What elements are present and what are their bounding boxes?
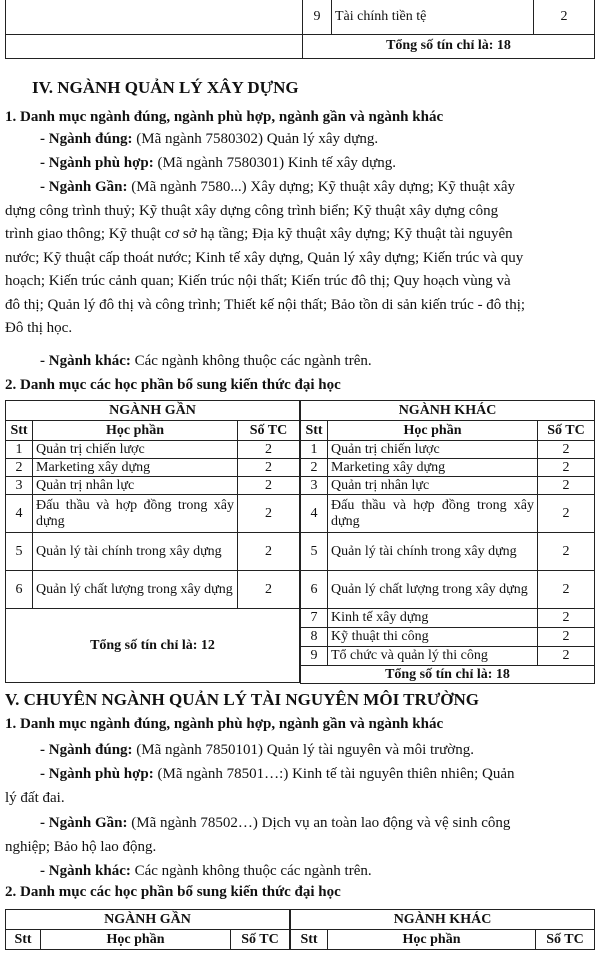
cell-name: Kỹ thuật thi công bbox=[328, 628, 538, 647]
cell-name: Quản trị nhân lực bbox=[33, 477, 238, 495]
cell-tc: 2 bbox=[238, 441, 300, 459]
cell-tc: 2 bbox=[538, 459, 595, 477]
cell-tc: 2 bbox=[538, 628, 595, 647]
text: (Mã ngành 7580301) Kinh tế xây dựng. bbox=[153, 155, 397, 171]
cell-name: Marketing xây dựng bbox=[33, 459, 238, 477]
table-row bbox=[301, 647, 595, 666]
section5-nganh-dung bbox=[40, 739, 474, 763]
section4-subheading-1: 1. Danh mục ngành đúng, ngành phù hợp, ngành gần và ngành khác bbox=[5, 109, 444, 125]
cell-stt: 8 bbox=[301, 628, 328, 647]
table-row bbox=[301, 477, 595, 495]
table-row bbox=[301, 495, 595, 533]
label: - Ngành phù hợp: bbox=[40, 155, 154, 171]
section5-table-khac bbox=[290, 909, 595, 950]
section4-nganh-phu-hop bbox=[40, 152, 396, 176]
section4-subheading-2: 2. Danh mục các học phần bổ sung kiến thức đại học bbox=[5, 377, 341, 393]
text-line: nghiệp; Bảo hộ lao động. bbox=[5, 838, 157, 855]
top-table-total: Tổng số tín chỉ là: 18 bbox=[303, 34, 595, 58]
label: - Ngành Gần: bbox=[40, 815, 128, 831]
table-row bbox=[301, 628, 595, 647]
table-row bbox=[6, 441, 300, 459]
cell-name: Quản trị chiến lược bbox=[33, 441, 238, 459]
label: - Ngành đúng: bbox=[40, 742, 133, 758]
cell-tc: 2 bbox=[238, 533, 300, 571]
cell-stt: 2 bbox=[301, 459, 328, 477]
cell-stt: 5 bbox=[301, 533, 328, 571]
section5-subheading-1: 1. Danh mục ngành đúng, ngành phù hợp, ngành gần và ngành khác bbox=[5, 716, 444, 732]
text-line: lý đất đai. bbox=[5, 789, 65, 806]
cell-stt: 9 bbox=[301, 647, 328, 666]
col-hoc-phan: Học phần bbox=[328, 421, 538, 441]
cell-tc: 2 bbox=[238, 495, 300, 533]
text: (Mã ngành 78502…) Dịch vụ an toàn lao động và vệ sinh công bbox=[127, 815, 511, 831]
table-row bbox=[6, 571, 300, 609]
cell-tc: 2 bbox=[238, 571, 300, 609]
cell-stt: 4 bbox=[301, 495, 328, 533]
section4-table-khac bbox=[300, 400, 595, 684]
cell-stt: 3 bbox=[301, 477, 328, 495]
table-row bbox=[301, 571, 595, 609]
top-table-tc: 2 bbox=[534, 0, 595, 34]
col-so-tc: Số TC bbox=[536, 930, 595, 950]
label: - Ngành phù hợp: bbox=[40, 766, 154, 782]
top-table-stt: 9 bbox=[303, 0, 332, 34]
text-line: hoạch; Kiến trúc cảnh quan; Kiến trúc nội thất; Kiến trúc đô thị; Quy hoạch vùng và bbox=[5, 273, 511, 289]
section5-table-gan bbox=[5, 909, 290, 950]
cell-tc: 2 bbox=[538, 477, 595, 495]
section5-nganh-khac bbox=[40, 860, 372, 884]
cell-tc: 2 bbox=[538, 495, 595, 533]
text: (Mã ngành 7580302) Quản lý xây dựng. bbox=[132, 131, 379, 147]
top-table-empty-cell bbox=[6, 34, 303, 58]
col-so-tc: Số TC bbox=[538, 421, 595, 441]
top-table-empty-cell bbox=[6, 0, 303, 34]
label: - Ngành đúng: bbox=[40, 131, 133, 147]
cell-tc: 2 bbox=[538, 533, 595, 571]
col-stt: Stt bbox=[6, 930, 41, 950]
text: (Mã ngành 78501…:) Kinh tế tài nguyên thiên nhiên; Quản bbox=[153, 766, 515, 782]
cell-name: Quản trị nhân lực bbox=[328, 477, 538, 495]
text-line: dựng công trình thuỷ; Kỹ thuật xây dựng công trình biển; Kỹ thuật xây dựng công bbox=[5, 202, 499, 219]
cell-tc: 2 bbox=[538, 647, 595, 666]
col-hoc-phan: Học phần bbox=[33, 421, 238, 441]
cell-name: Marketing xây dựng bbox=[328, 459, 538, 477]
cell-stt: 1 bbox=[301, 441, 328, 459]
cell-name: Quản lý tài chính trong xây dựng bbox=[33, 533, 238, 571]
table-row bbox=[301, 459, 595, 477]
cell-stt: 5 bbox=[6, 533, 33, 571]
cell-stt: 4 bbox=[6, 495, 33, 533]
col-hoc-phan: Học phần bbox=[41, 930, 231, 950]
cell-tc: 2 bbox=[538, 441, 595, 459]
col-stt: Stt bbox=[291, 930, 328, 950]
table-row bbox=[6, 477, 300, 495]
table-header-gan: NGÀNH GẦN bbox=[6, 910, 290, 930]
top-table bbox=[5, 0, 595, 59]
cell-name: Quản lý tài chính trong xây dựng bbox=[328, 533, 538, 571]
table-row bbox=[301, 609, 595, 628]
section4-nganh-gan bbox=[5, 176, 590, 341]
text-line: trình giao thông; Kỹ thuật cơ sở hạ tầng; Địa kỹ thuật xây dựng; Kỹ thuật tài nguyên bbox=[5, 226, 513, 242]
col-stt: Stt bbox=[301, 421, 328, 441]
section5-title: V. CHUYÊN NGÀNH QUẢN LÝ TÀI NGUYÊN MÔI TRƯỜNG bbox=[5, 690, 479, 709]
text-line: nước; Kỹ thuật cấp thoát nước; Kinh tế xây dựng, Quản lý xây dựng; Kiến trúc và quy bbox=[5, 249, 524, 266]
section5-nganh-phu-hop bbox=[5, 763, 590, 810]
col-hoc-phan: Học phần bbox=[328, 930, 536, 950]
table-header-khac: NGÀNH KHÁC bbox=[291, 910, 595, 930]
table-row bbox=[301, 441, 595, 459]
table-header-gan: NGÀNH GẦN bbox=[6, 401, 300, 421]
cell-name: Quản lý chất lượng trong xây dựng bbox=[328, 571, 538, 609]
cell-name: Tổ chức và quản lý thi công bbox=[328, 647, 538, 666]
table-row bbox=[6, 495, 300, 533]
table-row bbox=[6, 533, 300, 571]
table-total-khac: Tổng số tín chỉ là: 18 bbox=[301, 666, 595, 684]
section4-nganh-khac bbox=[40, 350, 372, 374]
cell-stt: 3 bbox=[6, 477, 33, 495]
col-so-tc: Số TC bbox=[238, 421, 300, 441]
section4-title: IV. NGÀNH QUẢN LÝ XÂY DỰNG bbox=[32, 78, 299, 97]
cell-name: Đấu thầu và hợp đồng trong xây dựng bbox=[328, 495, 538, 533]
cell-name: Quản trị chiến lược bbox=[328, 441, 538, 459]
section4-nganh-dung bbox=[40, 128, 378, 152]
cell-stt: 7 bbox=[301, 609, 328, 628]
text-line: (Mã ngành 7580...) Xây dựng; Kỹ thuật xây dựng; Kỹ thuật xây bbox=[127, 179, 515, 195]
section5-nganh-gan bbox=[5, 812, 590, 859]
cell-tc: 2 bbox=[538, 609, 595, 628]
cell-name: Kinh tế xây dựng bbox=[328, 609, 538, 628]
table-row bbox=[301, 533, 595, 571]
text-line: đô thị; Quản lý đô thị và công trình; Thiết kế nội thất; Bảo tồn di sản kiến trúc - đô thị; bbox=[5, 296, 526, 313]
label: - Ngành Gần: bbox=[40, 179, 128, 195]
col-stt: Stt bbox=[6, 421, 33, 441]
section5-subheading-2: 2. Danh mục các học phần bổ sung kiến thức đại học bbox=[5, 884, 341, 900]
cell-tc: 2 bbox=[538, 571, 595, 609]
cell-tc: 2 bbox=[238, 477, 300, 495]
cell-name: Quản lý chất lượng trong xây dựng bbox=[33, 571, 238, 609]
text: Các ngành không thuộc các ngành trên. bbox=[130, 863, 372, 879]
table-total-gan: Tổng số tín chỉ là: 12 bbox=[6, 609, 300, 683]
text: (Mã ngành 7850101) Quản lý tài nguyên và môi trường. bbox=[132, 742, 474, 758]
top-table-course: Tài chính tiền tệ bbox=[332, 0, 534, 34]
cell-stt: 1 bbox=[6, 441, 33, 459]
col-so-tc: Số TC bbox=[231, 930, 290, 950]
label: - Ngành khác: bbox=[40, 863, 131, 879]
table-header-khac: NGÀNH KHÁC bbox=[301, 401, 595, 421]
cell-stt: 6 bbox=[301, 571, 328, 609]
label: - Ngành khác: bbox=[40, 353, 131, 369]
section4-table-gan bbox=[5, 400, 300, 683]
text-line: Đô thị học. bbox=[5, 320, 73, 336]
cell-stt: 2 bbox=[6, 459, 33, 477]
text: Các ngành không thuộc các ngành trên. bbox=[130, 353, 372, 369]
cell-name: Đấu thầu và hợp đồng trong xây dựng bbox=[33, 495, 238, 533]
cell-tc: 2 bbox=[238, 459, 300, 477]
table-row bbox=[6, 459, 300, 477]
cell-stt: 6 bbox=[6, 571, 33, 609]
